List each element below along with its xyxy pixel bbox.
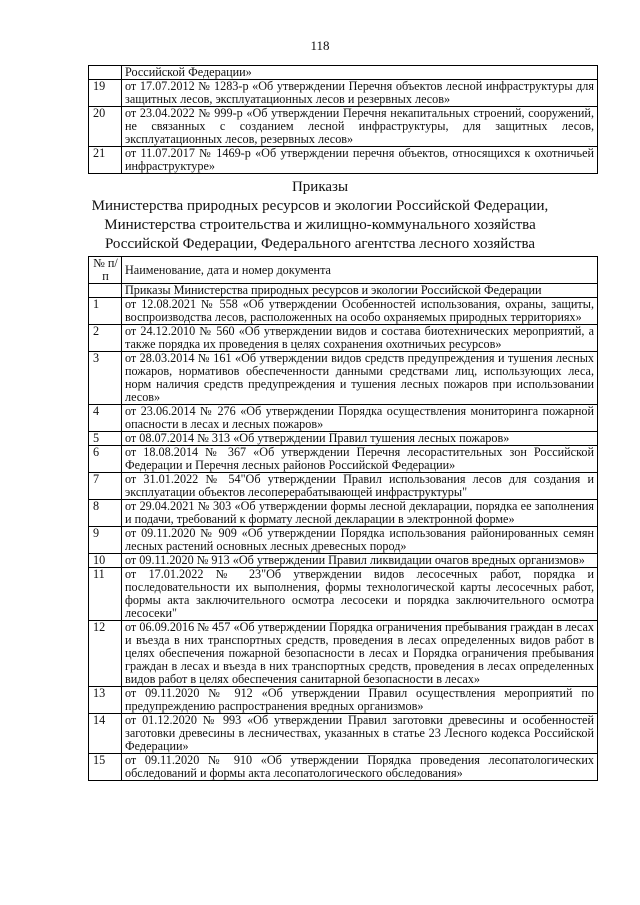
table-row	[89, 325, 598, 352]
table-row	[89, 568, 598, 621]
row-number: 11	[89, 568, 122, 621]
table-row	[89, 405, 598, 432]
table-row	[89, 714, 598, 754]
table-row	[89, 352, 598, 405]
continued-documents-table	[88, 65, 598, 174]
row-document-text: от 24.12.2010 № 560 «Об утверждении видов и состава биотехнических мероприятий, а также порядка их проведения в целях сохранения охотничьих ресурсов»	[122, 325, 598, 352]
row-document-text: от 09.11.2020 № 909 «Об утверждении Порядка использования районированных семян лесных растений основных лесных древесных пород»	[122, 527, 598, 554]
section-title: Приказы Министерства природных ресурсов и экологии Российской Федерации	[122, 284, 598, 298]
row-document-text: от 09.11.2020 № 910 «Об утверждении Порядка проведения лесопатологических обследований и формы акта лесопатологического обследования»	[122, 754, 598, 781]
row-document-text: от 23.04.2022 № 999-р «Об утверждении Перечня некапитальных строений, сооружений, не связанных с созданием лесной инфраструктуры, для защитных лесов, эксплуатационных лесов, резервных лесов»	[122, 107, 598, 147]
header-number: № п/п	[89, 257, 122, 284]
row-number: 2	[89, 325, 122, 352]
row-number: 7	[89, 473, 122, 500]
table-row	[89, 446, 598, 473]
table-row	[89, 687, 598, 714]
table-row	[89, 298, 598, 325]
row-number: 12	[89, 621, 122, 687]
row-number: 4	[89, 405, 122, 432]
row-document-text: от 11.07.2017 № 1469-р «Об утверждении перечня объектов, относящихся к охотничьей инфраструктуре»	[122, 147, 598, 174]
row-number: 5	[89, 432, 122, 446]
heading-line-2: Министерства природных ресурсов и экологии Российской Федерации,	[91, 198, 549, 214]
heading-line-3: Министерства строительства и жилищно-коммунального хозяйства	[104, 217, 536, 233]
table-row	[89, 80, 598, 107]
table-row	[89, 621, 598, 687]
table-row	[89, 432, 598, 446]
row-number: 15	[89, 754, 122, 781]
table-row	[89, 66, 598, 80]
table-row	[89, 473, 598, 500]
row-document-text: от 23.06.2014 № 276 «Об утверждении Порядка осуществления мониторинга пожарной опасности в лесах и лесных пожаров»	[122, 405, 598, 432]
row-document-text: от 28.03.2014 № 161 «Об утверждении видов средств предупреждения и тушения лесных пожаров, нормативов обеспеченности данными средствами лиц, использующих леса, норм наличия средств предупреждения и тушения лесных пожаров при использовании лесов»	[122, 352, 598, 405]
table-row	[89, 147, 598, 174]
row-number: 14	[89, 714, 122, 754]
row-number: 6	[89, 446, 122, 473]
row-document-text: от 09.11.2020 № 913 «Об утверждении Правил ликвидации очагов вредных организмов»	[122, 554, 598, 568]
row-number: 9	[89, 527, 122, 554]
table-header-row	[89, 257, 598, 284]
row-number: 8	[89, 500, 122, 527]
row-number: 10	[89, 554, 122, 568]
header-document-name: Наименование, дата и номер документа	[122, 257, 598, 284]
page-number: 118	[310, 38, 330, 53]
heading-line-4: Российской Федерации, Федерального агентства лесного хозяйства	[104, 236, 536, 252]
row-document-text: от 12.08.2021 № 558 «Об утверждении Особенностей использования, охраны, защиты, воспроизводства лесов, расположенных на особо охраняемых природных территориях»	[122, 298, 598, 325]
row-number: 1	[89, 298, 122, 325]
row-number: 20	[89, 107, 122, 147]
row-document-text: от 18.08.2014 № 367 «Об утверждении Перечня лесорастительных зон Российской Федерации и Перечня лесных районов Российской Федерации»	[122, 446, 598, 473]
row-number	[89, 66, 122, 80]
table-row	[89, 527, 598, 554]
row-document-text: Российской Федерации»	[122, 66, 598, 80]
table-row	[89, 554, 598, 568]
row-number: 13	[89, 687, 122, 714]
table-row	[89, 754, 598, 781]
row-document-text: от 31.01.2022 № 54"Об утверждении Правил использования лесов для создания и эксплуатации объектов лесоперерабатывающей инфраструктуры"	[122, 473, 598, 500]
section-number-cell	[89, 284, 122, 298]
row-document-text: от 01.12.2020 № 993 «Об утверждении Правил заготовки древесины и особенностей заготовки древесины в лесничествах, указанных в статье 23 Лесного кодекса Российской Федерации»	[122, 714, 598, 754]
heading-line-1: Приказы	[291, 179, 349, 195]
orders-table	[88, 256, 598, 781]
row-number: 3	[89, 352, 122, 405]
row-number: 21	[89, 147, 122, 174]
row-document-text: от 09.11.2020 № 912 «Об утверждении Правил осуществления мероприятий по предупреждению распространения вредных организмов»	[122, 687, 598, 714]
section-row	[89, 284, 598, 298]
row-document-text: от 29.04.2021 № 303 «Об утверждении формы лесной декларации, порядка ее заполнения и подачи, требований к формату лесной декларации в электронной форме»	[122, 500, 598, 527]
row-number: 19	[89, 80, 122, 107]
row-document-text: от 17.07.2012 № 1283-р «Об утверждении Перечня объектов лесной инфраструктуры для защитных лесов, эксплуатационных лесов и резервных лесов»	[122, 80, 598, 107]
row-document-text: от 17.01.2022 № 23"Об утверждении видов лесосечных работ, порядка и последовательности их выполнения, формы технологической карты лесосечных работ, формы акта заключительного осмотра лесосеки и порядка заключительного осмотра лесосеки"	[122, 568, 598, 621]
row-document-text: от 06.09.2016 № 457 «Об утверждении Порядка ограничения пребывания граждан в лесах и въезда в них транспортных средств, проведения в лесах определенных видов работ в целях обеспечения пожарной безопасности в лесах и Порядка ограничения пребывания граждан в лесах и въезда в них транспортных средств, проведения в лесах определенных видов работ в целях обеспечения санитарной безопасности в лесах»	[122, 621, 598, 687]
row-document-text: от 08.07.2014 № 313 «Об утверждении Правил тушения лесных пожаров»	[122, 432, 598, 446]
table-row	[89, 107, 598, 147]
orders-heading	[0, 178, 640, 254]
table-row	[89, 500, 598, 527]
